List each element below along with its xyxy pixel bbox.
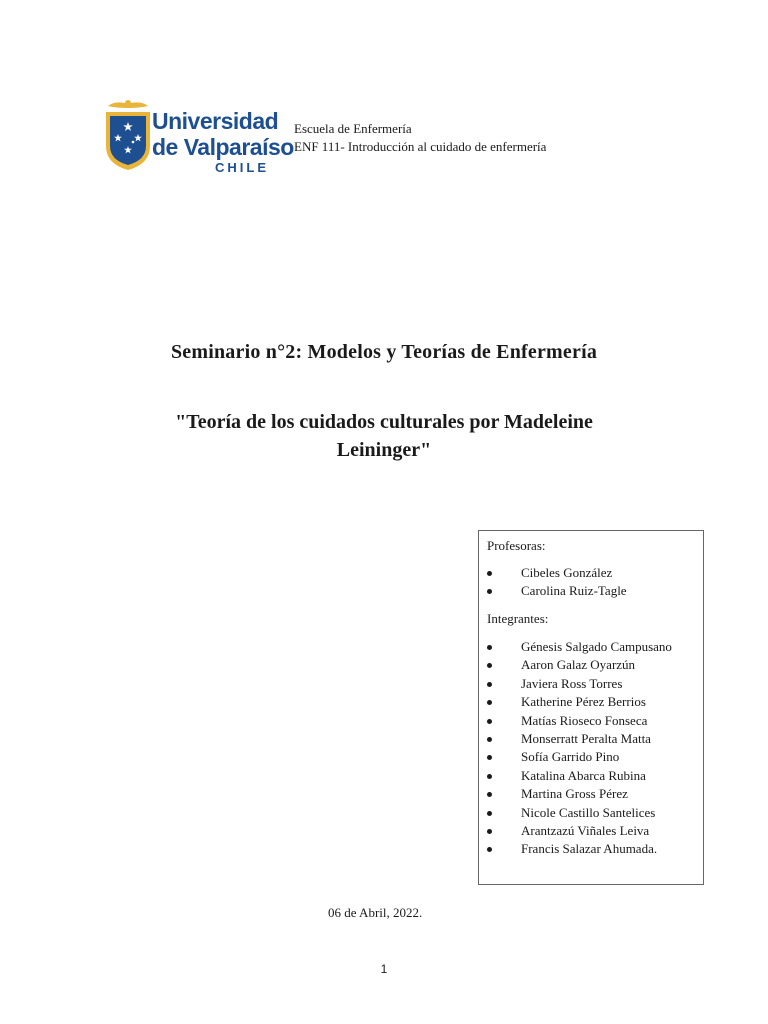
list-item xyxy=(479,675,703,693)
bullet-icon xyxy=(487,682,492,687)
bullet-icon xyxy=(487,737,492,742)
page-number: 1 xyxy=(380,962,388,976)
list-item xyxy=(479,730,703,748)
bullet-icon xyxy=(487,589,492,594)
bullet-icon xyxy=(487,829,492,834)
professor-name: Cibeles González xyxy=(521,565,613,580)
theory-title-line1: "Teoría de los cuidados culturales por Madeleine xyxy=(175,411,593,433)
logo-text-universidad: Universidad xyxy=(152,108,279,134)
bullet-icon xyxy=(487,774,492,779)
member-name: Génesis Salgado Campusano xyxy=(521,639,672,654)
professors-list xyxy=(479,564,703,601)
bullet-icon xyxy=(487,755,492,760)
list-item xyxy=(479,804,703,822)
member-name: Arantzazú Viñales Leiva xyxy=(521,823,650,839)
professor-name: Carolina Ruiz-Tagle xyxy=(521,583,627,599)
member-name: Aaron Galaz Oyarzún xyxy=(521,657,636,673)
bullet-icon xyxy=(487,847,492,852)
member-name: Nicole Castillo Santelices xyxy=(521,804,656,820)
member-name: Katalina Abarca Rubina xyxy=(521,767,646,783)
list-item xyxy=(479,748,703,766)
list-item xyxy=(479,785,703,803)
bullet-icon xyxy=(487,719,492,724)
course-header xyxy=(294,120,546,156)
member-name: Francis Salazar Ahumada. xyxy=(521,841,658,857)
theory-title xyxy=(110,408,658,464)
bullet-icon xyxy=(487,645,492,650)
bullet-icon xyxy=(487,571,492,576)
theory-title-line2: Leininger" xyxy=(336,439,432,461)
list-item xyxy=(479,840,703,858)
bullet-icon xyxy=(487,811,492,816)
member-name: Katherine Pérez Berrios xyxy=(521,694,646,710)
members-heading: Integrantes: xyxy=(487,611,549,626)
course-name: ENF 111- Introducción al cuidado de enfermería xyxy=(294,139,547,154)
member-name: Martina Gross Pérez xyxy=(521,786,628,802)
list-item xyxy=(479,822,703,840)
list-item xyxy=(479,767,703,785)
list-item xyxy=(479,693,703,711)
logo-text-valparaiso: de Valparaíso xyxy=(152,134,294,160)
university-crest-icon xyxy=(104,98,152,172)
document-date: 06 de Abril, 2022. xyxy=(328,905,423,920)
logo-text-chile: CHILE xyxy=(215,160,269,175)
professors-heading: Profesoras: xyxy=(487,538,546,553)
bullet-icon xyxy=(487,663,492,668)
members-list xyxy=(479,638,703,859)
school-name: Escuela de Enfermería xyxy=(294,121,412,136)
bullet-icon xyxy=(487,792,492,797)
seminar-title: Seminario n°2: Modelos y Teorías de Enfermería xyxy=(170,341,598,363)
member-name: Monserratt Peralta Matta xyxy=(521,731,651,747)
member-name: Javiera Ross Torres xyxy=(521,675,623,691)
list-item xyxy=(479,712,703,730)
members-box xyxy=(478,530,704,885)
bullet-icon xyxy=(487,700,492,705)
member-name: Sofía Garrido Pino xyxy=(521,749,620,765)
list-item xyxy=(479,638,703,656)
university-logo xyxy=(104,96,294,178)
list-item xyxy=(479,582,703,600)
list-item xyxy=(479,564,703,582)
list-item xyxy=(479,656,703,674)
member-name: Matías Rioseco Fonseca xyxy=(521,712,648,728)
